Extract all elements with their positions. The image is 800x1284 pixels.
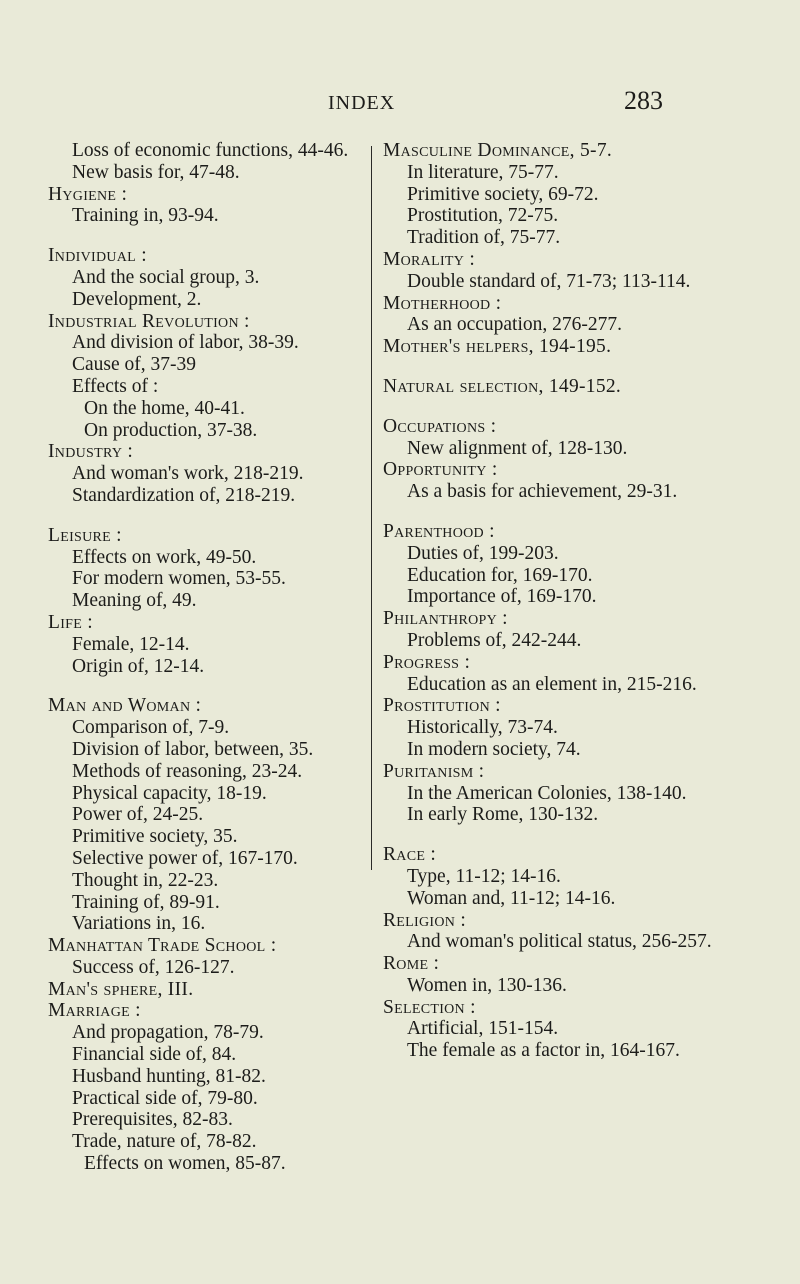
index-subentry: Origin of, 12-14. bbox=[72, 655, 205, 677]
index-subentry: Comparison of, 7-9. bbox=[72, 717, 230, 739]
index-subentry: Financial side of, 84. bbox=[72, 1044, 237, 1066]
index-entry-group bbox=[383, 521, 728, 826]
index-entry-group bbox=[383, 376, 728, 398]
index-heading: Industry : bbox=[48, 441, 134, 463]
index-heading: Man and Woman : bbox=[48, 695, 202, 717]
index-entry-group bbox=[383, 140, 728, 358]
index-subentry: Primitive society, 35. bbox=[72, 826, 238, 848]
index-subentry: Problems of, 242-244. bbox=[407, 629, 582, 651]
index-subentry: New alignment of, 128-130. bbox=[407, 437, 628, 459]
index-subentry: Physical capacity, 18-19. bbox=[72, 782, 267, 804]
index-subentry: Effects on work, 49-50. bbox=[72, 546, 257, 568]
index-subentry: Meaning of, 49. bbox=[72, 590, 197, 612]
index-subentry: Prostitution, 72-75. bbox=[407, 205, 559, 227]
index-subentry: And woman's political status, 256-257. bbox=[407, 931, 712, 953]
index-heading: Religion : bbox=[383, 909, 467, 931]
index-subentry: Success of, 126-127. bbox=[72, 956, 235, 978]
index-entry-group bbox=[383, 844, 728, 1062]
index-subentry: Education for, 169-170. bbox=[407, 564, 593, 586]
index-subentry: And propagation, 78-79. bbox=[72, 1022, 264, 1044]
index-subentry: Trade, nature of, 78-82. bbox=[72, 1131, 257, 1153]
index-subentry: Loss of economic functions, 44-46. bbox=[72, 140, 349, 161]
index-subentry: Artificial, 151-154. bbox=[407, 1018, 559, 1040]
index-heading: Race : bbox=[383, 844, 437, 866]
index-heading: Mother's helpers, 194-195. bbox=[383, 336, 612, 358]
index-subentry: The female as a factor in, 164-167. bbox=[407, 1040, 680, 1062]
index-subentry: In modern society, 74. bbox=[407, 738, 581, 760]
running-head bbox=[0, 86, 800, 122]
page-number: 283 bbox=[624, 86, 663, 115]
index-heading: Industrial Revolution : bbox=[48, 310, 250, 332]
index-subentry: Double standard of, 71-73; 113-114. bbox=[407, 270, 691, 292]
index-entry-group bbox=[48, 525, 378, 678]
index-heading: Life : bbox=[48, 611, 94, 633]
index-heading: Progress : bbox=[383, 651, 471, 673]
column-divider bbox=[371, 146, 372, 870]
index-subentry: Methods of reasoning, 23-24. bbox=[72, 760, 303, 782]
index-subentry: Female, 12-14. bbox=[72, 633, 190, 655]
index-heading: Selection : bbox=[383, 996, 476, 1018]
index-subentry: Type, 11-12; 14-16. bbox=[407, 865, 561, 887]
index-column-right bbox=[383, 140, 728, 1080]
index-subentry: For modern women, 53-55. bbox=[72, 568, 286, 590]
index-subentry: Education as an element in, 215-216. bbox=[407, 673, 697, 695]
index-heading: Leisure : bbox=[48, 524, 122, 546]
index-subentry: Prerequisites, 82-83. bbox=[72, 1109, 233, 1131]
index-heading: Prostitution : bbox=[383, 695, 501, 717]
index-subentry: As a basis for achievement, 29-31. bbox=[407, 481, 678, 503]
index-subentry: Training in, 93-94. bbox=[72, 205, 219, 227]
index-subentry: In literature, 75-77. bbox=[407, 161, 559, 183]
index-subentry: Historically, 73-74. bbox=[407, 717, 558, 739]
index-subentry: Cause of, 37-39 bbox=[72, 354, 197, 376]
index-entry-group bbox=[48, 695, 378, 1175]
index-subentry: Effects on women, 85-87. bbox=[84, 1153, 286, 1175]
index-subentry: In the American Colonies, 138-140. bbox=[407, 782, 687, 804]
index-heading: Philanthropy : bbox=[383, 608, 508, 630]
index-heading: Masculine Dominance, 5-7. bbox=[383, 140, 613, 161]
index-subentry: Women in, 130-136. bbox=[407, 974, 567, 996]
index-subentry: And woman's work, 218-219. bbox=[72, 463, 304, 485]
index-subentry: Primitive society, 69-72. bbox=[407, 183, 599, 205]
index-subentry: Tradition of, 75-77. bbox=[407, 227, 561, 249]
index-subentry: Training of, 89-91. bbox=[72, 891, 220, 913]
index-subentry: Selective power of, 167-170. bbox=[72, 847, 298, 869]
index-subentry: New basis for, 47-48. bbox=[72, 161, 240, 183]
index-heading: Morality : bbox=[383, 248, 476, 270]
index-entry-group bbox=[48, 140, 378, 227]
index-entry-group bbox=[48, 245, 378, 507]
index-subentry: In early Rome, 130-132. bbox=[407, 804, 599, 826]
index-subentry: And division of labor, 38-39. bbox=[72, 332, 299, 354]
index-entry-group bbox=[383, 416, 728, 503]
index-heading: Parenthood : bbox=[383, 520, 495, 542]
index-subentry: Standardization of, 218-219. bbox=[72, 484, 296, 506]
index-subentry: On the home, 40-41. bbox=[84, 397, 245, 419]
index-heading: Puritanism : bbox=[383, 760, 485, 782]
index-subentry: Husband hunting, 81-82. bbox=[72, 1065, 266, 1087]
index-column-left bbox=[48, 140, 378, 1193]
index-subentry: Division of labor, between, 35. bbox=[72, 738, 314, 760]
index-heading: Hygiene : bbox=[48, 183, 128, 205]
index-subentry: Duties of, 199-203. bbox=[407, 542, 559, 564]
index-subentry: As an occupation, 276-277. bbox=[407, 314, 622, 336]
index-subentry: Effects of : bbox=[72, 375, 159, 397]
index-heading: Individual : bbox=[48, 245, 147, 267]
index-heading: Manhattan Trade School : bbox=[48, 935, 277, 957]
index-subentry: Thought in, 22-23. bbox=[72, 869, 219, 891]
index-subentry: On production, 37-38. bbox=[84, 419, 258, 441]
index-heading: Natural selection, 149-152. bbox=[383, 375, 622, 397]
index-subentry: Power of, 24-25. bbox=[72, 804, 204, 826]
index-subentry: And the social group, 3. bbox=[72, 266, 260, 288]
index-subentry: Importance of, 169-170. bbox=[407, 586, 597, 608]
page-header-title: INDEX bbox=[328, 92, 396, 114]
index-heading: Man's sphere, III. bbox=[48, 978, 194, 1000]
index-heading: Marriage : bbox=[48, 1000, 141, 1022]
index-subentry: Development, 2. bbox=[72, 288, 202, 310]
index-subentry: Practical side of, 79-80. bbox=[72, 1087, 258, 1109]
index-subentry: Variations in, 16. bbox=[72, 913, 206, 935]
index-heading: Occupations : bbox=[383, 415, 497, 437]
index-heading: Opportunity : bbox=[383, 459, 498, 481]
index-heading: Rome : bbox=[383, 953, 440, 975]
index-heading: Motherhood : bbox=[383, 292, 502, 314]
index-subentry: Woman and, 11-12; 14-16. bbox=[407, 887, 616, 909]
